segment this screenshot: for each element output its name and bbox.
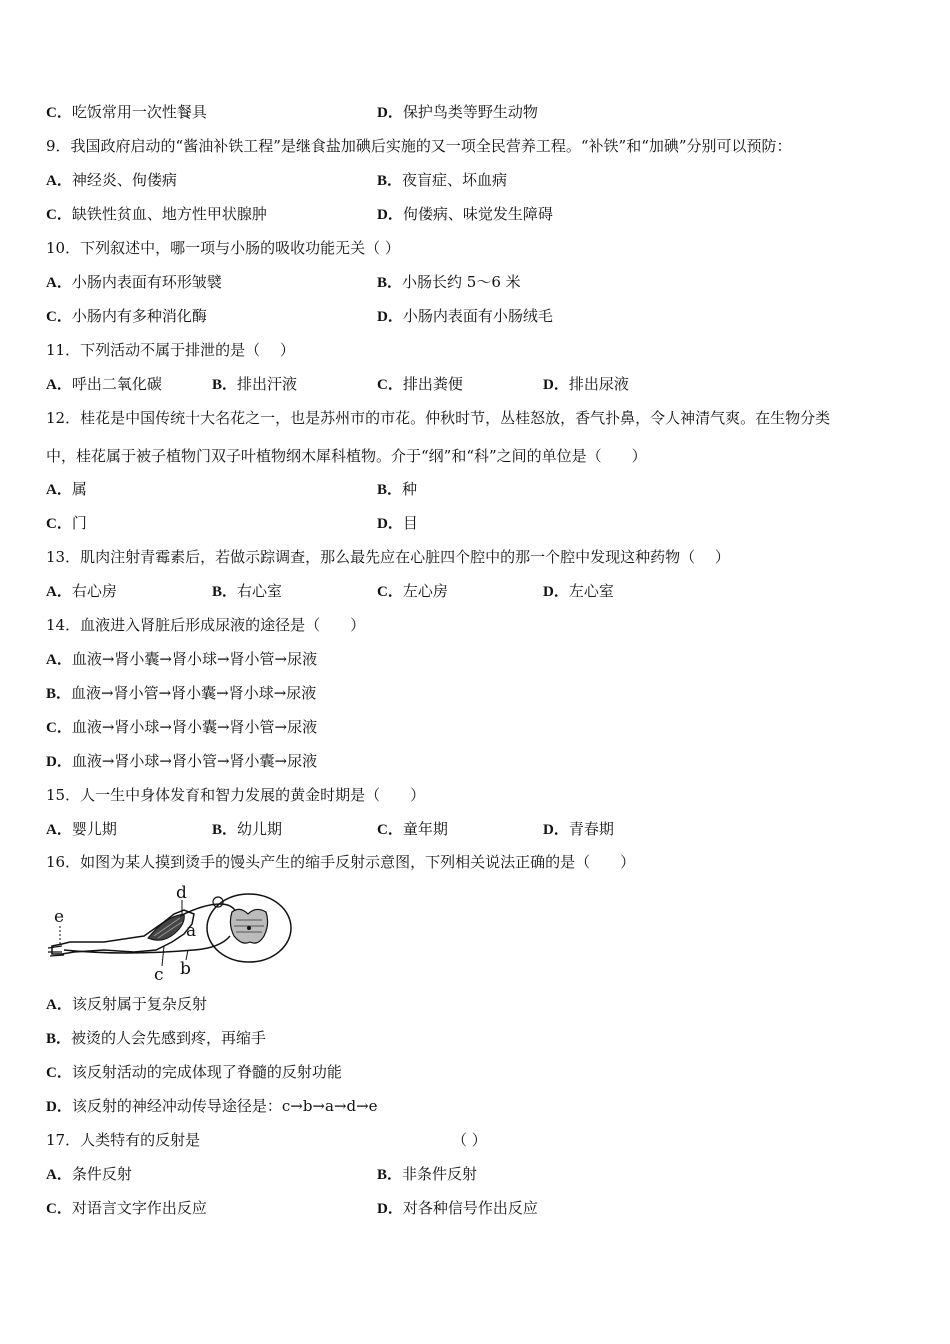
q14-option-d: D．血液→肾小球→肾小管→肾小囊→尿液: [46, 752, 318, 770]
c-pointer: [162, 946, 164, 966]
q14-option-a: A．血液→肾小囊→肾小球→肾小管→尿液: [46, 650, 318, 668]
q17-option-c: C．对语言文字作出反应: [46, 1199, 207, 1217]
label-b: b: [180, 959, 191, 979]
q17-answer-paren: （ ）: [452, 1131, 487, 1149]
q12-stem-line1: 12．桂花是中国传统十大名花之一，也是苏州市的市花。仲秋时节，丛桂怒放，香气扑鼻，令人神清气爽。在生物分类: [46, 409, 831, 427]
q17-stem: 17．人类特有的反射是: [46, 1131, 201, 1149]
label-e: e: [54, 907, 65, 927]
central-canal: [247, 926, 251, 930]
q15-option-a: A．婴儿期: [46, 820, 117, 838]
q13-option-a: A．右心房: [46, 582, 117, 600]
q10-option-b: B．小肠长约 5～6 米: [377, 273, 521, 291]
q9-option-b: B．夜盲症、坏血病: [377, 171, 508, 189]
q9-stem: 9．我国政府启动的“酱油补铁工程”是继食盐加碘后实施的又一项全民营养工程。“补铁”和“加碘”分别可以预防：: [46, 137, 792, 155]
q17-option-a: A．条件反射: [46, 1165, 132, 1183]
q12-stem-line2: 中，桂花属于被子植物门双子叶植物纲木犀科植物。介于“纲”和“科”之间的单位是（ ）: [46, 447, 647, 465]
q16-option-b: B．被烫的人会先感到疼，再缩手: [46, 1029, 267, 1047]
q16-option-d: D．该反射的神经冲动传导途径是：c→b→a→d→e: [46, 1097, 378, 1115]
q11-option-c: C．排出粪便: [377, 375, 463, 393]
q13-option-b: B．右心室: [212, 582, 283, 600]
q12-option-d: D．目: [377, 514, 418, 532]
q9-option-c: C．缺铁性贫血、地方性甲状腺肿: [46, 205, 267, 223]
q16-option-c: C．该反射活动的完成体现了脊髓的反射功能: [46, 1063, 342, 1081]
reflex-arc-figure: [44, 884, 294, 984]
q16-stem: 16．如图为某人摸到烫手的馒头产生的缩手反射示意图，下列相关说法正确的是（ ）: [46, 853, 636, 871]
q15-stem: 15．人一生中身体发育和智力发展的黄金时期是（ ）: [46, 786, 426, 804]
q14-option-c: C．血液→肾小球→肾小囊→肾小管→尿液: [46, 718, 318, 736]
q14-option-b: B．血液→肾小管→肾小囊→肾小球→尿液: [46, 684, 317, 702]
q9-option-a: A．神经炎、佝偻病: [46, 171, 177, 189]
q17-option-d: D．对各种信号作出反应: [377, 1199, 538, 1217]
q16-option-a: A．该反射属于复杂反射: [46, 995, 207, 1013]
q12-option-a: A．属: [46, 480, 87, 498]
q15-option-d: D．青春期: [543, 820, 614, 838]
label-a: a: [186, 921, 197, 941]
q11-option-a: A．呼出二氧化碳: [46, 375, 162, 393]
q9-option-d: D．佝偻病、味觉发生障碍: [377, 205, 553, 223]
label-d: d: [176, 884, 187, 903]
q13-option-c: C．左心房: [377, 582, 448, 600]
q12-option-c: C．门: [46, 514, 87, 532]
q11-option-d: D．排出尿液: [543, 375, 629, 393]
q15-option-b: B．幼儿期: [212, 820, 283, 838]
q15-option-c: C．童年期: [377, 820, 448, 838]
q12-option-b: B．种: [377, 480, 418, 498]
q8-option-c: C．吃饭常用一次性餐具: [46, 103, 207, 121]
q10-option-c: C．小肠内有多种消化酶: [46, 307, 207, 325]
label-c: c: [154, 965, 164, 984]
q10-stem: 10．下列叙述中，哪一项与小肠的吸收功能无关（ ）: [46, 239, 400, 257]
q11-option-b: B．排出汗液: [212, 375, 298, 393]
q10-option-d: D．小肠内表面有小肠绒毛: [377, 307, 553, 325]
q13-option-d: D．左心室: [543, 582, 614, 600]
motor-nerve: [180, 904, 236, 916]
q11-stem: 11．下列活动不属于排泄的是（ ）: [46, 341, 295, 359]
q8-option-d: D．保护鸟类等野生动物: [377, 103, 538, 121]
q17-option-b: B．非条件反射: [377, 1165, 478, 1183]
q10-option-a: A．小肠内表面有环形皱襞: [46, 273, 222, 291]
q13-stem: 13．肌肉注射青霉素后，若做示踪调查，那么最先应在心脏四个腔中的那一个腔中发现这种药物（ ）: [46, 548, 730, 566]
q14-stem: 14．血液进入肾脏后形成尿液的途径是（ ）: [46, 616, 366, 634]
